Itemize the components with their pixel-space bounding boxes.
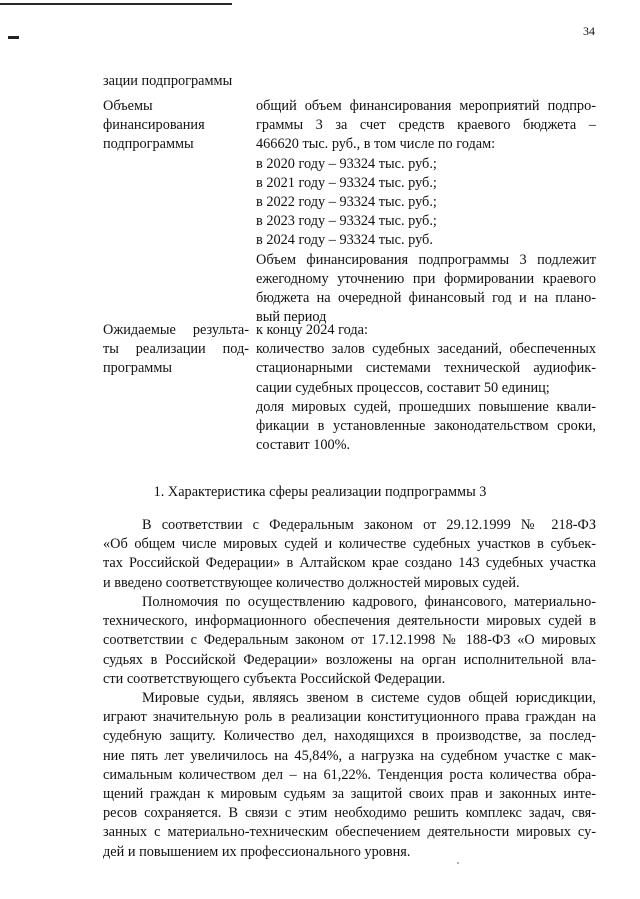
paragraph-line: ние пять лет увеличилось на 45,84%, а нагрузка на судебном участке с мак- — [103, 747, 596, 764]
funding-year-line: в 2022 году – 93324 тыс. руб.; — [256, 194, 437, 211]
funding-value-line: ежегодному уточнению при формировании краевого — [256, 270, 596, 287]
continued-text: зации подпрограммы — [103, 73, 233, 89]
paragraph-line: и введено соответствующее количество должностей мировых судей. — [103, 574, 520, 591]
paragraph-line: судьях в Российской Федерации» возложены на орган исполнительной вла- — [103, 651, 596, 668]
funding-value-line: общий объем финансирования мероприятий подпро- — [256, 98, 596, 114]
results-value-line: к концу 2024 года: — [256, 322, 368, 338]
paragraph-line: дей и повышением их профессионального уровня. — [103, 843, 411, 860]
paragraph-line: В соответствии с Федеральным законом от 29.12.1999 № 218-ФЗ — [142, 517, 596, 533]
results-value-line: фикации в установленные законодательством сроки, — [256, 418, 596, 435]
funding-label-line: Объемы — [103, 98, 153, 114]
paragraph-line: щений граждан к мировым судьям за защитой своих прав и законных инте- — [103, 786, 596, 803]
funding-value — [256, 97, 596, 327]
margin-mark — [8, 36, 19, 39]
paragraph — [103, 516, 596, 593]
page-number: 34 — [583, 24, 595, 38]
paragraph — [103, 689, 596, 862]
paragraph-line: играют значительную роль в реализации конституционного права граждан на — [103, 709, 596, 726]
funding-label-line: финансирования — [103, 117, 205, 134]
paragraph-line: сти соответствующего субъекта Российской Федерации. — [103, 670, 446, 687]
paragraph-line: ресов сохраняется. В связи с этим необходимо решить комплекс задач, свя- — [103, 805, 596, 822]
funding-year-line: в 2021 году – 93324 тыс. руб.; — [256, 174, 437, 191]
paragraph-line: Мировые судьи, являясь звеном в системе судов общей юрисдикции, — [142, 690, 596, 706]
funding-value-line: вый период — [256, 309, 327, 326]
funding-year-line: в 2020 году – 93324 тыс. руб.; — [256, 155, 437, 172]
paragraph-line: «Об общем числе мировых судей и количестве судебных участков в субъек- — [103, 536, 596, 553]
paragraph-line: тах Российской Федерации» в Алтайском крае создано 143 судебных участка — [103, 555, 596, 572]
funding-value-line: бюджета на очередной финансовый год и на плано- — [256, 290, 596, 307]
paragraph-line: соответствии с Федеральным законом от 17.12.1998 № 188-ФЗ «О мировых — [103, 632, 596, 649]
funding-label — [103, 97, 249, 155]
results-value-line: количество залов судебных заседаний, обеспеченных — [256, 341, 596, 358]
paragraph-line: технического, информационного обеспечения деятельности мировых судей в — [103, 613, 596, 630]
funding-year-line: в 2023 году – 93324 тыс. руб.; — [256, 213, 437, 230]
results-value — [256, 321, 596, 455]
results-value-line: составит 100%. — [256, 437, 351, 454]
results-value-line: сации судебных процессов, составит 50 единиц; — [256, 379, 550, 396]
results-value-line: стационарными системами технической аудиофик- — [256, 360, 596, 377]
results-label-line: Ожидаемые результа- — [103, 322, 249, 338]
paragraph-line: занных с материально-техническим обеспечением деятельности мировых су- — [103, 824, 596, 841]
scan-speck — [457, 862, 459, 864]
paragraph-line: судебную защиту. Количество дел, находящихся в производстве, за послед- — [103, 728, 596, 745]
results-label-line: ты реализации под- — [103, 341, 249, 358]
top-border-line — [0, 3, 232, 5]
funding-label-line: подпрограммы — [103, 136, 194, 153]
section-heading: 1. Характеристика сферы реализации подпрограммы 3 — [153, 484, 487, 500]
funding-year-line: в 2024 году – 93324 тыс. руб. — [256, 232, 433, 249]
funding-value-line: Объем финансирования подпрограммы 3 подлежит — [256, 251, 596, 268]
paragraph-line: симальным количеством дел – на 61,22%. Тенденция роста количества обра- — [103, 766, 596, 783]
funding-value-line: граммы 3 за счет средств краевого бюджета – — [256, 117, 596, 134]
paragraph-line: Полномочия по осуществлению кадрового, финансового, материально- — [142, 594, 596, 610]
results-label — [103, 321, 249, 379]
results-value-line: доля мировых судей, прошедших повышение квали- — [256, 398, 596, 415]
paragraph — [103, 593, 596, 689]
results-label-line: программы — [103, 360, 173, 377]
funding-value-line: 466620 тыс. руб., в том числе по годам: — [256, 136, 496, 153]
